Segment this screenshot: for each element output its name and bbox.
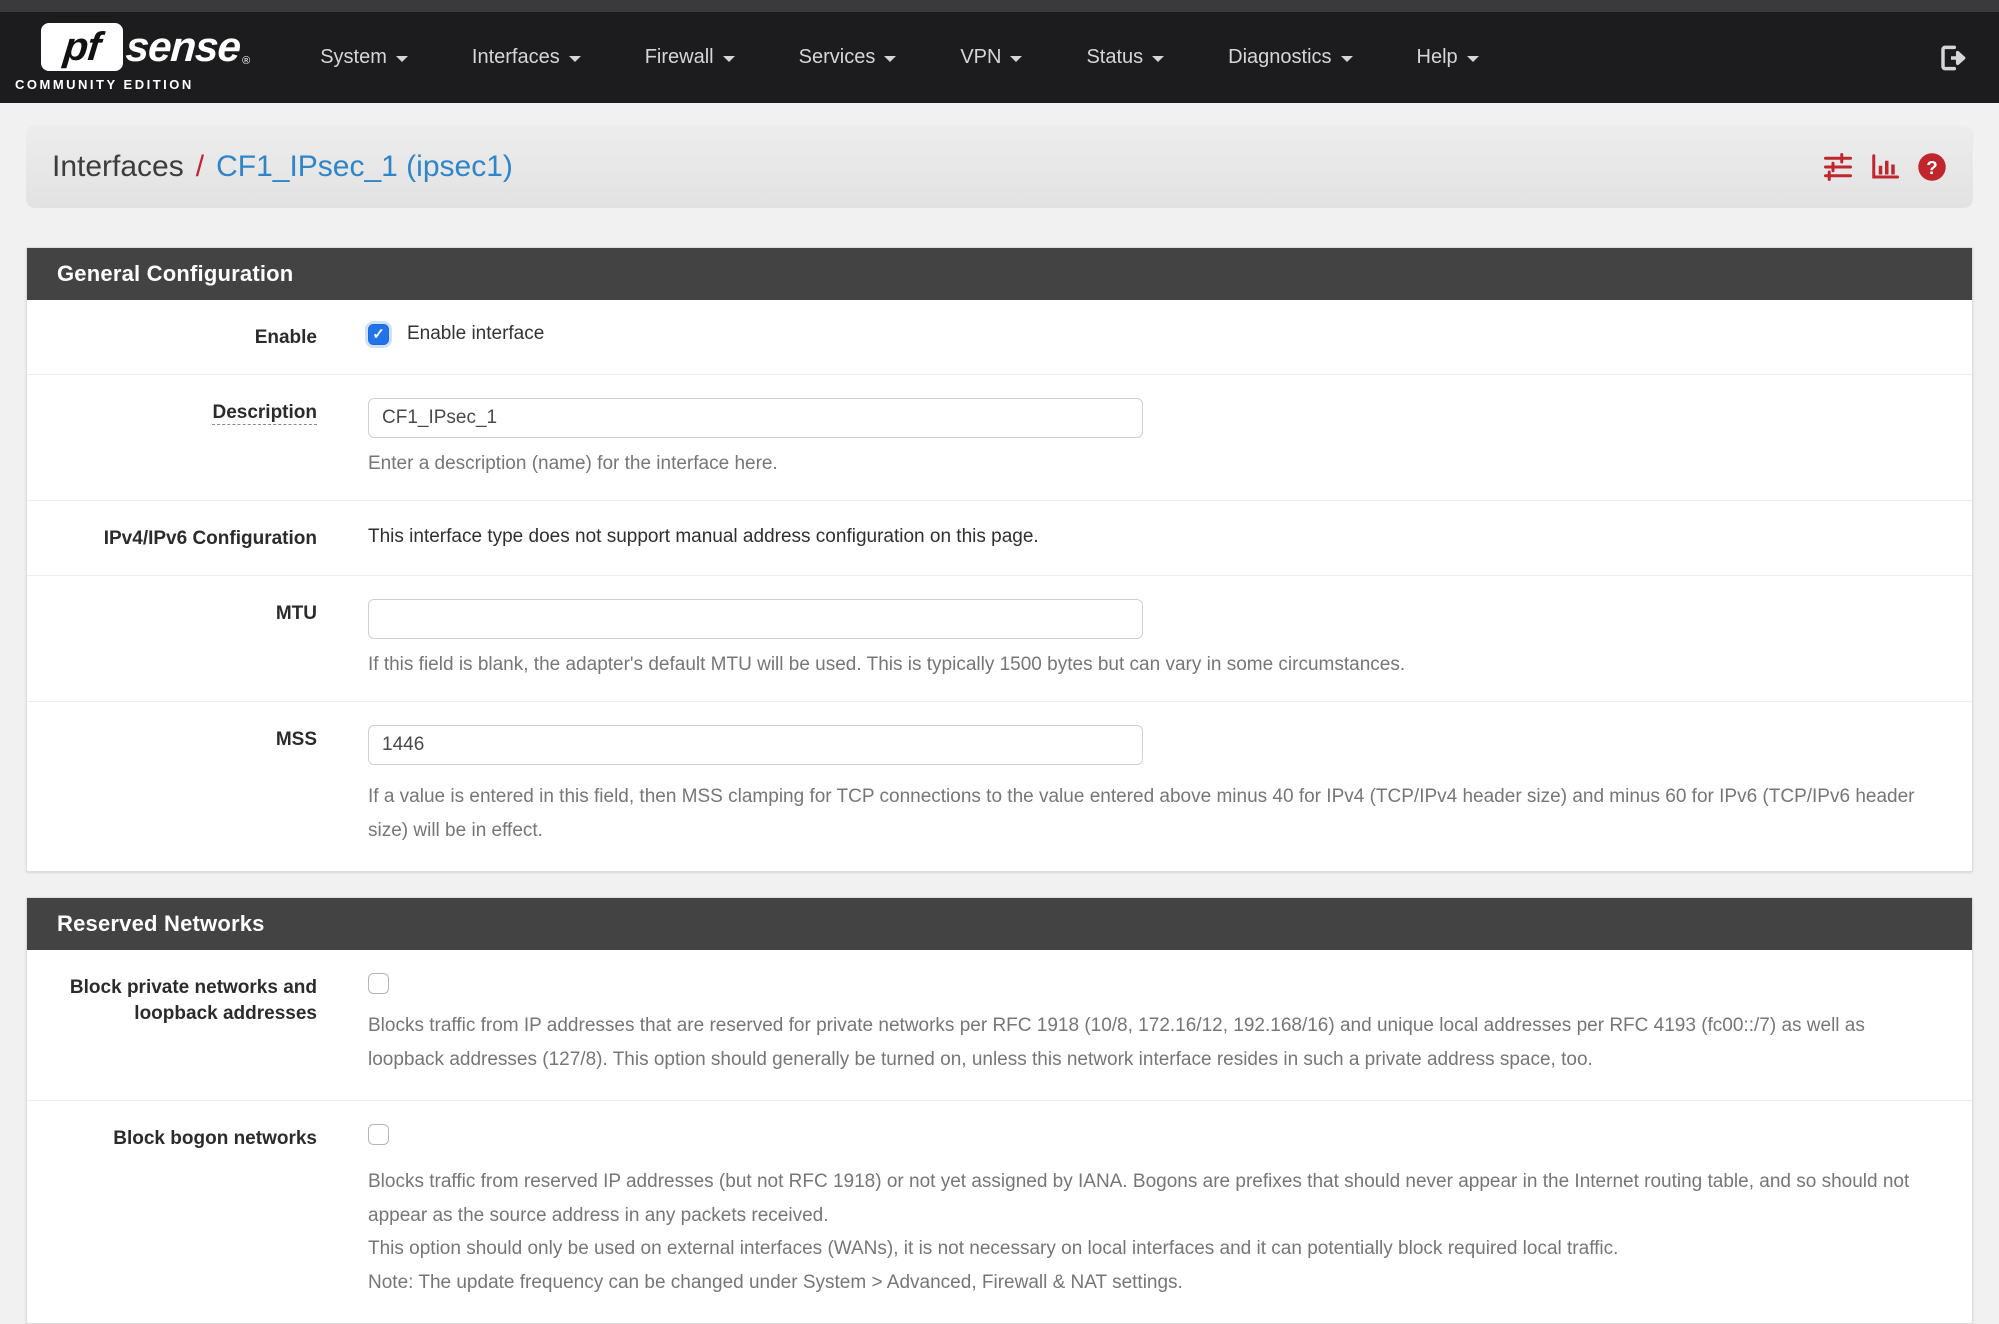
panel-title: General Configuration <box>27 248 1972 300</box>
mtu-input[interactable] <box>368 599 1143 639</box>
block-bogon-networks-help-1: Blocks traffic from reserved IP addresses (but not RFC 1918) or not yet assigned by IANA. Bogons are prefixes that should never appear in the Internet routing table, and so should not appear as the source address in any packets received. <box>368 1170 1910 1226</box>
enable-label: Enable <box>254 327 317 348</box>
chevron-down-icon <box>1152 56 1164 62</box>
nav-item-interfaces[interactable]: Interfaces <box>472 46 581 69</box>
chevron-down-icon <box>884 56 896 62</box>
nav-item-help[interactable]: Help <box>1417 46 1479 69</box>
ip-configuration-row <box>27 501 1972 576</box>
sense-logo-text: sense <box>124 23 242 70</box>
nav-item-services[interactable]: Services <box>799 46 897 69</box>
main-navbar <box>0 12 1999 103</box>
mss-help: If a value is entered in this field, then MSS clamping for TCP connections to the value entered above minus 40 for IPv4 (TCP/IPv4 header size) and minus 60 for IPv6 (TCP/IPv6 header size) will be in effect. <box>368 786 1915 842</box>
enable-interface-checkbox[interactable] <box>368 324 389 345</box>
page-content <box>0 103 1999 1324</box>
nav-item-diagnostics[interactable]: Diagnostics <box>1228 46 1352 69</box>
enable-interface-checkbox-label: Enable interface <box>407 323 545 344</box>
pf-logo-text: pf <box>61 24 103 69</box>
svg-text:?: ? <box>1926 156 1938 178</box>
ip-configuration-text: This interface type does not support manual address configuration on this page. <box>368 526 1039 548</box>
block-private-networks-row <box>27 950 1972 1101</box>
reserved-networks-panel <box>26 897 1973 1324</box>
breadcrumb-page-link[interactable]: CF1_IPsec_1 (ipsec1) <box>216 149 513 183</box>
block-bogon-networks-checkbox[interactable] <box>368 1124 389 1145</box>
general-configuration-panel <box>26 247 1973 872</box>
nav-menu <box>320 46 1937 69</box>
block-bogon-networks-row <box>27 1101 1972 1323</box>
bar-chart-icon[interactable] <box>1870 153 1900 181</box>
window-top-strip <box>0 0 1999 12</box>
description-row <box>27 375 1972 502</box>
description-help: Enter a description (name) for the interface here. <box>368 452 778 474</box>
block-bogon-networks-help-3: Note: The update frequency can be changed under System > Advanced, Firewall & NAT settings. <box>368 1272 1183 1294</box>
mtu-help: If this field is blank, the adapter's default MTU will be used. This is typically 1500 bytes but can vary in some circumstances. <box>368 653 1406 675</box>
breadcrumb-separator: / <box>195 149 205 183</box>
description-label: Description <box>212 401 317 423</box>
ip-configuration-label: IPv4/IPv6 Configuration <box>103 528 317 550</box>
pfsense-logo[interactable] <box>15 23 250 92</box>
block-bogon-networks-help-2: This option should only be used on external interfaces (WANs), it is not necessary on local interfaces and it can potentially block required local traffic. <box>368 1238 1619 1260</box>
mtu-row <box>27 576 1972 703</box>
nav-item-firewall[interactable]: Firewall <box>645 46 735 69</box>
chevron-down-icon <box>1341 56 1353 62</box>
breadcrumb-bar <box>26 125 1973 208</box>
nav-item-status[interactable]: Status <box>1086 46 1164 69</box>
chevron-down-icon <box>1467 56 1479 62</box>
mss-label: MSS <box>275 729 317 751</box>
pf-logo-box <box>41 23 123 71</box>
registered-mark: ® <box>242 55 251 67</box>
block-private-networks-help: Blocks traffic from IP addresses that are reserved for private networks per RFC 1918 (10/8, 172.16/12, 192.168/16) and unique local addresses per RFC 4193 (fc00::/7) as well as loopback addresses (127/8). This option should generally be turned on, unless this network interface resides in such a private address space, too. <box>368 1015 1865 1070</box>
logout-icon[interactable] <box>1937 42 1969 74</box>
chevron-down-icon <box>396 56 408 62</box>
breadcrumb-section: Interfaces <box>52 149 184 183</box>
breadcrumb <box>52 150 513 184</box>
help-icon[interactable] <box>1917 152 1947 182</box>
chevron-down-icon <box>1010 56 1022 62</box>
mtu-label: MTU <box>275 602 317 624</box>
mss-input[interactable] <box>368 725 1143 765</box>
community-edition-label: COMMUNITY EDITION <box>15 77 194 92</box>
nav-item-system[interactable]: System <box>320 46 408 69</box>
panel-title: Reserved Networks <box>27 898 1972 950</box>
enable-row <box>27 300 1972 375</box>
nav-item-vpn[interactable]: VPN <box>960 46 1022 69</box>
chevron-down-icon <box>569 56 581 62</box>
chevron-down-icon <box>723 56 735 62</box>
block-bogon-networks-label: Block bogon networks <box>113 1127 317 1149</box>
mss-row <box>27 702 1972 871</box>
block-private-networks-label: Block private networks and loopback addresses <box>69 977 317 1024</box>
block-private-networks-checkbox[interactable] <box>368 973 389 994</box>
description-input[interactable] <box>368 398 1143 438</box>
sliders-icon[interactable] <box>1823 153 1853 181</box>
